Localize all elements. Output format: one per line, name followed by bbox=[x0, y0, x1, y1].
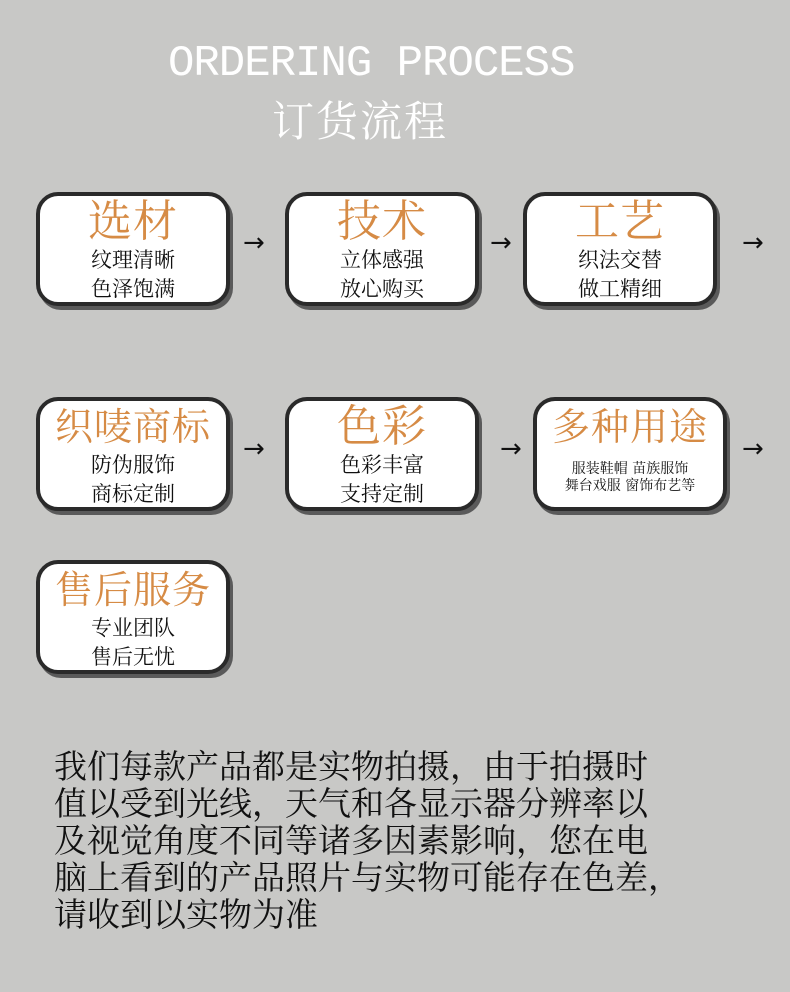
step-card-material bbox=[36, 192, 230, 306]
step-line: 防伪服饰 bbox=[91, 453, 175, 477]
step-line: 色泽饱满 bbox=[91, 277, 175, 301]
step-title: 织唛商标 bbox=[54, 405, 211, 449]
step-line: 专业团队 bbox=[91, 616, 175, 640]
step-line: 做工精细 bbox=[578, 277, 662, 301]
step-line: 商标定制 bbox=[91, 482, 175, 506]
step-title: 技术 bbox=[337, 196, 427, 247]
step-title: 售后服务 bbox=[54, 568, 211, 612]
step-line: 支持定制 bbox=[340, 482, 424, 506]
step-card-craft bbox=[523, 192, 717, 306]
color-difference-notice bbox=[54, 748, 754, 933]
notice-line: 我们每款产品都是实物拍摄，由于拍摄时 bbox=[54, 747, 648, 786]
arrow-right-icon: → bbox=[742, 434, 764, 464]
step-title: 选材 bbox=[88, 196, 178, 247]
page-title-cn: 订货流程 bbox=[272, 97, 449, 146]
step-line: 立体感强 bbox=[340, 248, 424, 272]
notice-line: 脑上看到的产品照片与实物可能存在色差， bbox=[54, 858, 681, 897]
step-line: 舞台戏服 窗饰布艺等 bbox=[564, 478, 696, 494]
notice-line: 值以受到光线，天气和各显示器分辨率以 bbox=[54, 784, 648, 823]
step-title: 工艺 bbox=[575, 196, 665, 247]
notice-line: 及视觉角度不同等诸多因素影响，您在电 bbox=[54, 821, 648, 860]
arrow-right-icon: → bbox=[742, 228, 764, 258]
step-card-after-sales bbox=[36, 560, 230, 674]
step-line: 放心购买 bbox=[340, 277, 424, 301]
step-line: 织法交替 bbox=[578, 248, 662, 272]
step-card-woven-label bbox=[36, 397, 230, 511]
step-title: 色彩 bbox=[337, 401, 427, 452]
arrow-right-icon: → bbox=[490, 228, 512, 258]
arrow-right-icon: → bbox=[243, 434, 265, 464]
step-line: 色彩丰富 bbox=[340, 453, 424, 477]
page-title-en: ORDERING PROCESS bbox=[168, 39, 575, 89]
step-line: 售后无忧 bbox=[91, 645, 175, 669]
arrow-right-icon: → bbox=[500, 434, 522, 464]
notice-line: 请收到以实物为准 bbox=[54, 895, 318, 934]
step-card-technique bbox=[285, 192, 479, 306]
step-line: 服装鞋帽 苗族服饰 bbox=[571, 461, 689, 477]
arrow-right-icon: → bbox=[243, 228, 265, 258]
step-card-color bbox=[285, 397, 479, 511]
step-line: 纹理清晰 bbox=[91, 248, 175, 272]
step-title: 多种用途 bbox=[551, 405, 708, 449]
step-card-uses bbox=[533, 397, 727, 511]
